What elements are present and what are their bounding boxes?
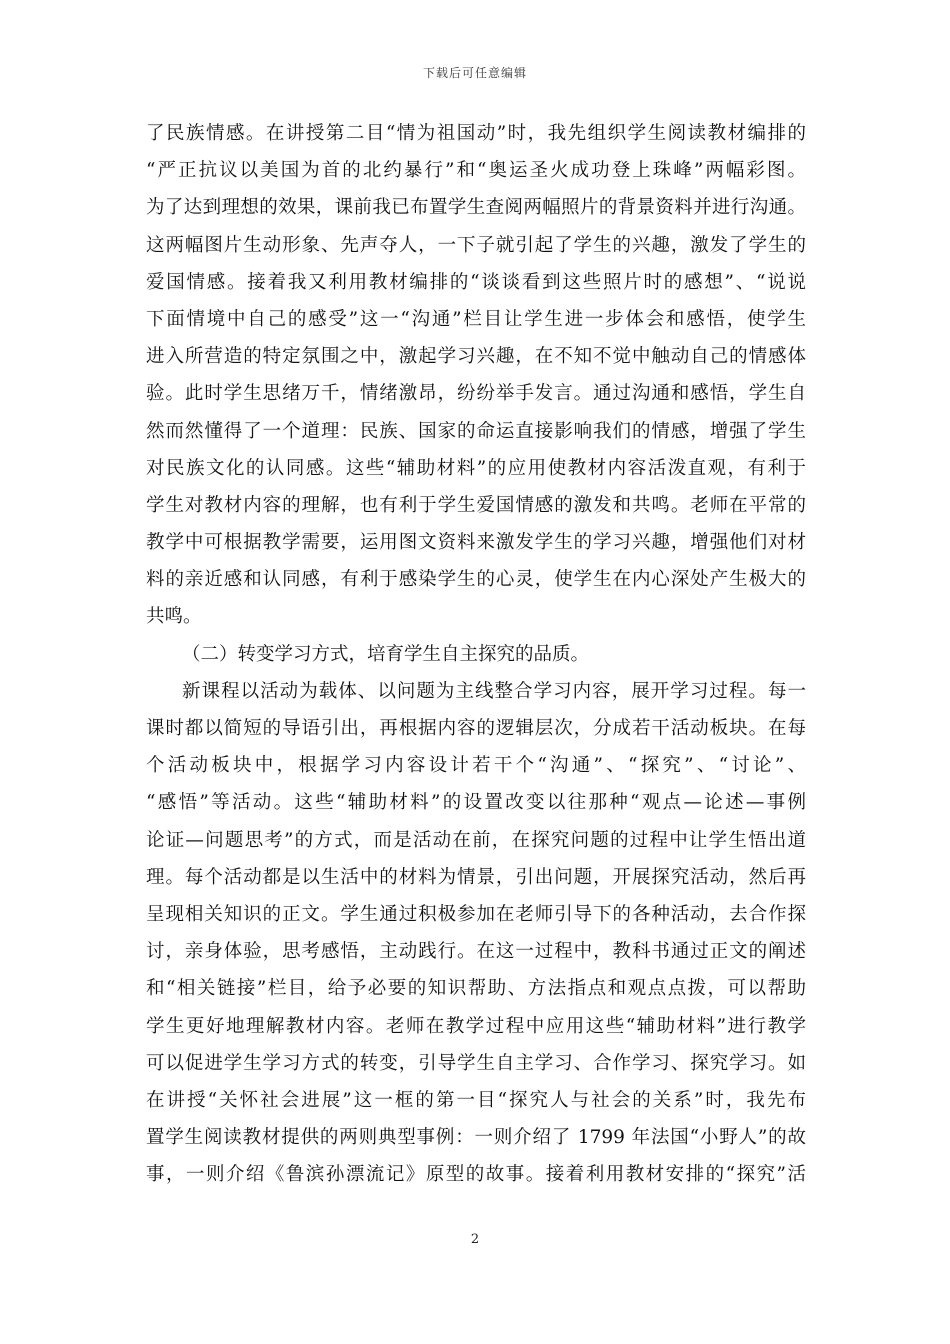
text-line: 这两幅图片生动形象、先声夺人，一下子就引起了学生的兴趣，激发了学生的 [146,234,806,256]
text-line: 新课程以活动为载体、以问题为主线整合学习内容，展开学习过程。每一 [182,680,806,702]
text-line: 爱国情感。接着我又利用教材编排的“谈谈看到这些照片时的感想”、“说说 [146,271,806,293]
text-line: 共鸣。 [146,606,202,628]
text-line: 下面情境中自己的感受”这一“沟通”栏目让学生进一步体会和感悟，使学生 [146,308,806,330]
section-heading [146,636,806,673]
text-line: 在讲授“关怀社会进展”这一框的第一目“探究人与社会的关系”时，我先布 [146,1089,806,1111]
text-line: 进入所营造的特定氛围之中，激起学习兴趣，在不知不觉中触动自己的情感体 [146,346,806,368]
page-number: 2 [470,1232,480,1247]
text-line: 对民族文化的认同感。这些“辅助材料”的应用使教材内容活泼直观，有利于 [146,457,806,479]
text-line: 学生更好地理解教材内容。老师在教学过程中应用这些“辅助材料”进行教学 [146,1015,806,1037]
text-line: 学生对教材内容的理解，也有利于学生爱国情感的激发和共鸣。老师在平常的 [146,494,806,516]
page-header: 下载后可任意编辑 [422,66,527,80]
text-line: 和“相关链接”栏目，给予必要的知识帮助、方法指点和观点点拨，可以帮助 [146,978,806,1000]
text-line: 置学生阅读教材提供的两则典型事例：一则介绍了 1799 年法国“小野人”的故 [146,1127,806,1149]
text-line: 事，一则介绍《鲁滨孙漂流记》原型的故事。接着利用教材安排的“探究”活 [146,1164,806,1186]
text-line: 理。每个活动都是以生活中的材料为情景，引出问题，开展探究活动，然后再 [146,866,806,888]
text-line: 论证—问题思考”的方式，而是活动在前，在探究问题的过程中让学生悟出道 [146,829,806,851]
text-line: 讨，亲身体验，思考感悟，主动践行。在这一过程中，教科书通过正文的阐述 [146,941,806,963]
text-line: 验。此时学生思绪万千，情绪激昂，纷纷举手发言。通过沟通和感悟，学生自 [146,383,806,405]
heading-line: （二）转变学习方式，培育学生自主探究的品质。 [182,643,590,665]
text-line: “严正抗议以美国为首的北约暴行”和“奥运圣火成功登上珠峰”两幅彩图。 [146,160,806,182]
text-line: 呈现相关知识的正文。学生通过积极参加在老师引导下的各种活动，去合作探 [146,903,806,925]
text-line: 教学中可根据教学需要，运用图文资料来激发学生的学习兴趣，增强他们对材 [146,532,806,554]
text-line: 料的亲近感和认同感，有利于感染学生的心灵，使学生在内心深处产生极大的 [146,569,806,591]
text-line: 然而然懂得了一个道理：民族、国家的命运直接影响我们的情感，增强了学生 [146,420,806,442]
text-line: “感悟”等活动。这些“辅助材料”的设置改变以往那种“观点—论述—事例 [146,792,806,814]
text-line: 了民族情感。在讲授第二目“情为祖国动”时，我先组织学生阅读教材编排的 [146,123,806,144]
text-line: 个活动板块中，根据学习内容设计若干个“沟通”、“探究”、“讨论”、 [146,755,806,777]
document-body [146,115,806,1193]
text-line: 可以促进学生学习方式的转变，引导学生自主学习、合作学习、探究学习。如 [146,1052,806,1074]
paragraph [146,115,806,636]
text-line: 为了达到理想的效果，课前我已布置学生查阅两幅照片的背景资料并进行沟通。 [146,197,806,219]
text-line: 课时都以简短的导语引出，再根据内容的逻辑层次，分成若干活动板块。在每 [146,718,806,739]
paragraph [146,673,806,1194]
